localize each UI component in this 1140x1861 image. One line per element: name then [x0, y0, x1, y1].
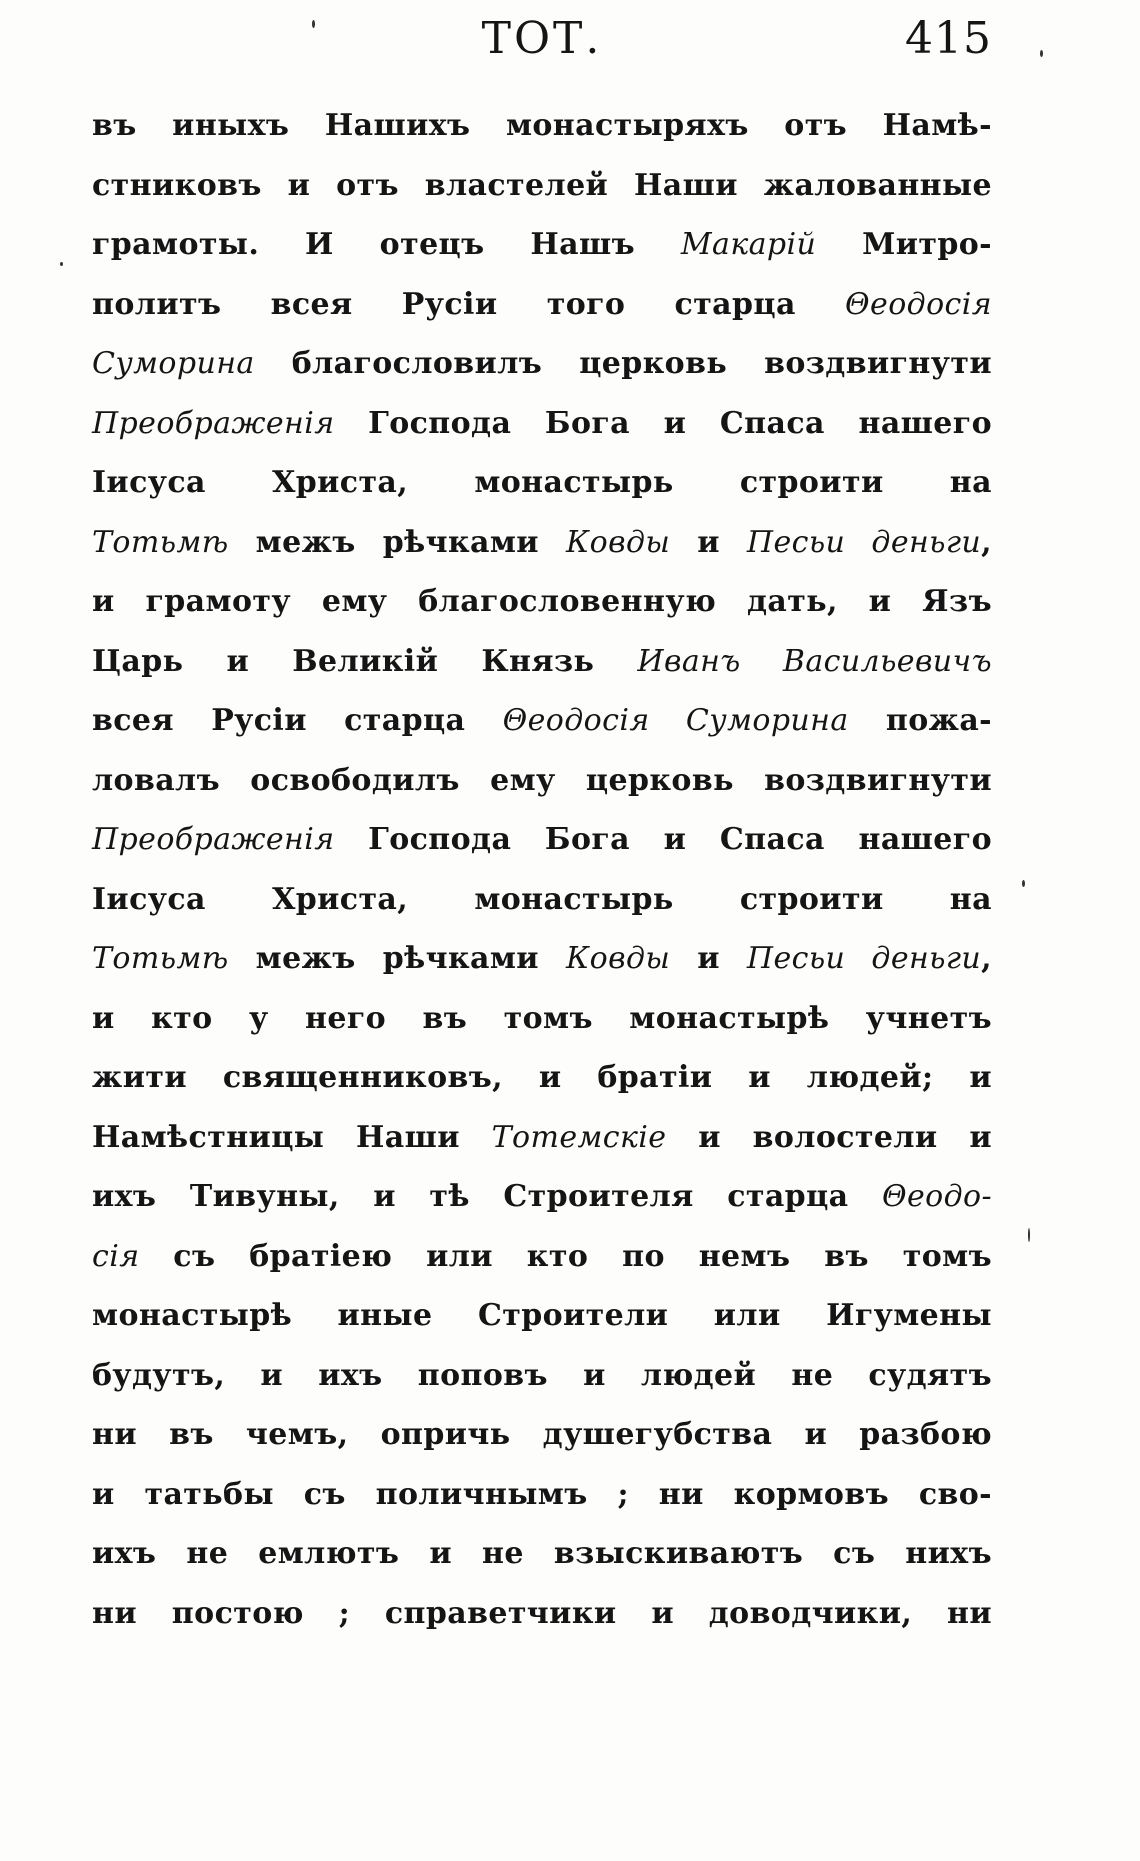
page-number: 415: [905, 13, 992, 64]
text-segment: грамоты. И отецъ Нашъ: [92, 227, 681, 262]
text-segment: ,: [981, 524, 993, 560]
text-segment: и кто у него въ томъ монастырѣ учнетъ: [92, 1000, 992, 1036]
italic-text: Тотьмѣ: [92, 524, 229, 560]
italic-text: Ковды: [566, 941, 671, 976]
text-segment: ни постою ; справетчики и доводчики, ни: [92, 1595, 992, 1631]
print-speck: [1040, 50, 1043, 57]
italic-text: Тотемскiе: [491, 1119, 667, 1155]
text-segment: и татьбы съ поличнымъ ; ни кормовъ сво-: [92, 1476, 992, 1512]
text-line: [92, 989, 992, 1049]
running-head: [92, 4, 992, 74]
text-segment: Господа Бога и Спаса нашего: [334, 405, 992, 441]
text-segment: Намѣстницы Наши: [92, 1119, 492, 1155]
text-line: [92, 1227, 992, 1287]
text-line: [92, 96, 992, 156]
text-line: [92, 1584, 992, 1644]
text-segment: Митро-: [816, 227, 993, 262]
italic-text: Иванъ Васильевичъ: [637, 643, 992, 679]
text-line: [92, 1286, 992, 1346]
text-segment: и грамоту ему благословенную дать, и Язъ: [92, 584, 992, 619]
italic-text: Песьи деньги: [746, 941, 982, 976]
text-line: [92, 453, 992, 513]
text-segment: и: [670, 941, 747, 976]
text-line: [92, 929, 992, 989]
page-title: ТОТ.: [481, 13, 603, 64]
text-line: [92, 810, 992, 870]
text-line: [92, 691, 992, 751]
text-segment: и волостели и: [666, 1119, 992, 1155]
text-segment: межъ рѣчками: [228, 941, 566, 976]
italic-text: Θеодо-: [881, 1179, 992, 1214]
text-line: [92, 1108, 992, 1168]
print-speck: [1028, 1228, 1030, 1242]
text-line: [92, 513, 992, 573]
print-speck: [1022, 880, 1025, 887]
text-segment: ни въ чемъ, опричь душегубства и разбою: [92, 1417, 992, 1452]
text-segment: ихъ не емлютъ и не взыскиваютъ съ нихъ: [92, 1536, 992, 1571]
text-line: [92, 1524, 992, 1584]
text-line: [92, 1465, 992, 1525]
text-line: [92, 572, 992, 632]
text-segment: ловалъ освободилъ ему церковь воздвигнути: [92, 762, 992, 798]
italic-text: Θеодосiя: [845, 286, 992, 322]
text-segment: въ иныхъ Нашихъ монастыряхъ отъ Намѣ-: [92, 108, 992, 143]
text-line: [92, 1048, 992, 1108]
body-text: [92, 96, 992, 1643]
text-line: [92, 1346, 992, 1406]
italic-text: Песьи деньги: [746, 524, 982, 560]
print-speck: [312, 20, 315, 28]
italic-text: Макарiй: [680, 227, 817, 262]
italic-text: Преображенiя: [92, 405, 335, 441]
italic-text: Преображенiя: [92, 822, 335, 857]
italic-text: Суморина: [92, 346, 255, 381]
text-line: [92, 1405, 992, 1465]
text-line: [92, 156, 992, 216]
text-line: [92, 334, 992, 394]
text-segment: будутъ, и ихъ поповъ и людей не судятъ: [92, 1357, 992, 1393]
text-segment: благословилъ церковь воздвигнути: [254, 346, 992, 381]
text-segment: ,: [981, 941, 993, 976]
text-segment: съ братiею или кто по немъ въ томъ: [139, 1238, 992, 1274]
text-line: [92, 632, 992, 692]
text-segment: Iисуса Христа, монастырь строити на: [92, 881, 992, 917]
italic-text: Ковды: [566, 524, 671, 560]
text-line: [92, 1167, 992, 1227]
print-speck: [60, 262, 63, 266]
text-segment: и: [670, 524, 747, 560]
text-segment: всея Русiи старца: [92, 703, 503, 738]
italic-text: Θеодосiя Суморина: [502, 703, 849, 738]
text-line: [92, 275, 992, 335]
text-line: [92, 870, 992, 930]
text-line: [92, 394, 992, 454]
text-line: [92, 215, 992, 275]
italic-text: сiя: [92, 1238, 140, 1274]
text-segment: Царь и Великiй Князь: [92, 643, 638, 679]
text-segment: стниковъ и отъ властелей Наши жалованные: [92, 167, 992, 203]
text-segment: ихъ Тивуны, и тѣ Строителя старца: [92, 1179, 882, 1214]
text-segment: жити священниковъ, и братiи и людей; и: [92, 1060, 992, 1095]
text-line: [92, 751, 992, 811]
italic-text: Тотьмѣ: [92, 941, 229, 976]
text-segment: Iисуса Христа, монастырь строити на: [92, 465, 992, 500]
text-segment: Господа Бога и Спаса нашего: [334, 822, 992, 857]
text-segment: монастырѣ иные Строители или Игумены: [92, 1298, 992, 1333]
text-segment: пожа-: [848, 703, 993, 738]
text-segment: межъ рѣчками: [228, 524, 566, 560]
text-segment: политъ всея Русiи того старца: [92, 286, 846, 322]
